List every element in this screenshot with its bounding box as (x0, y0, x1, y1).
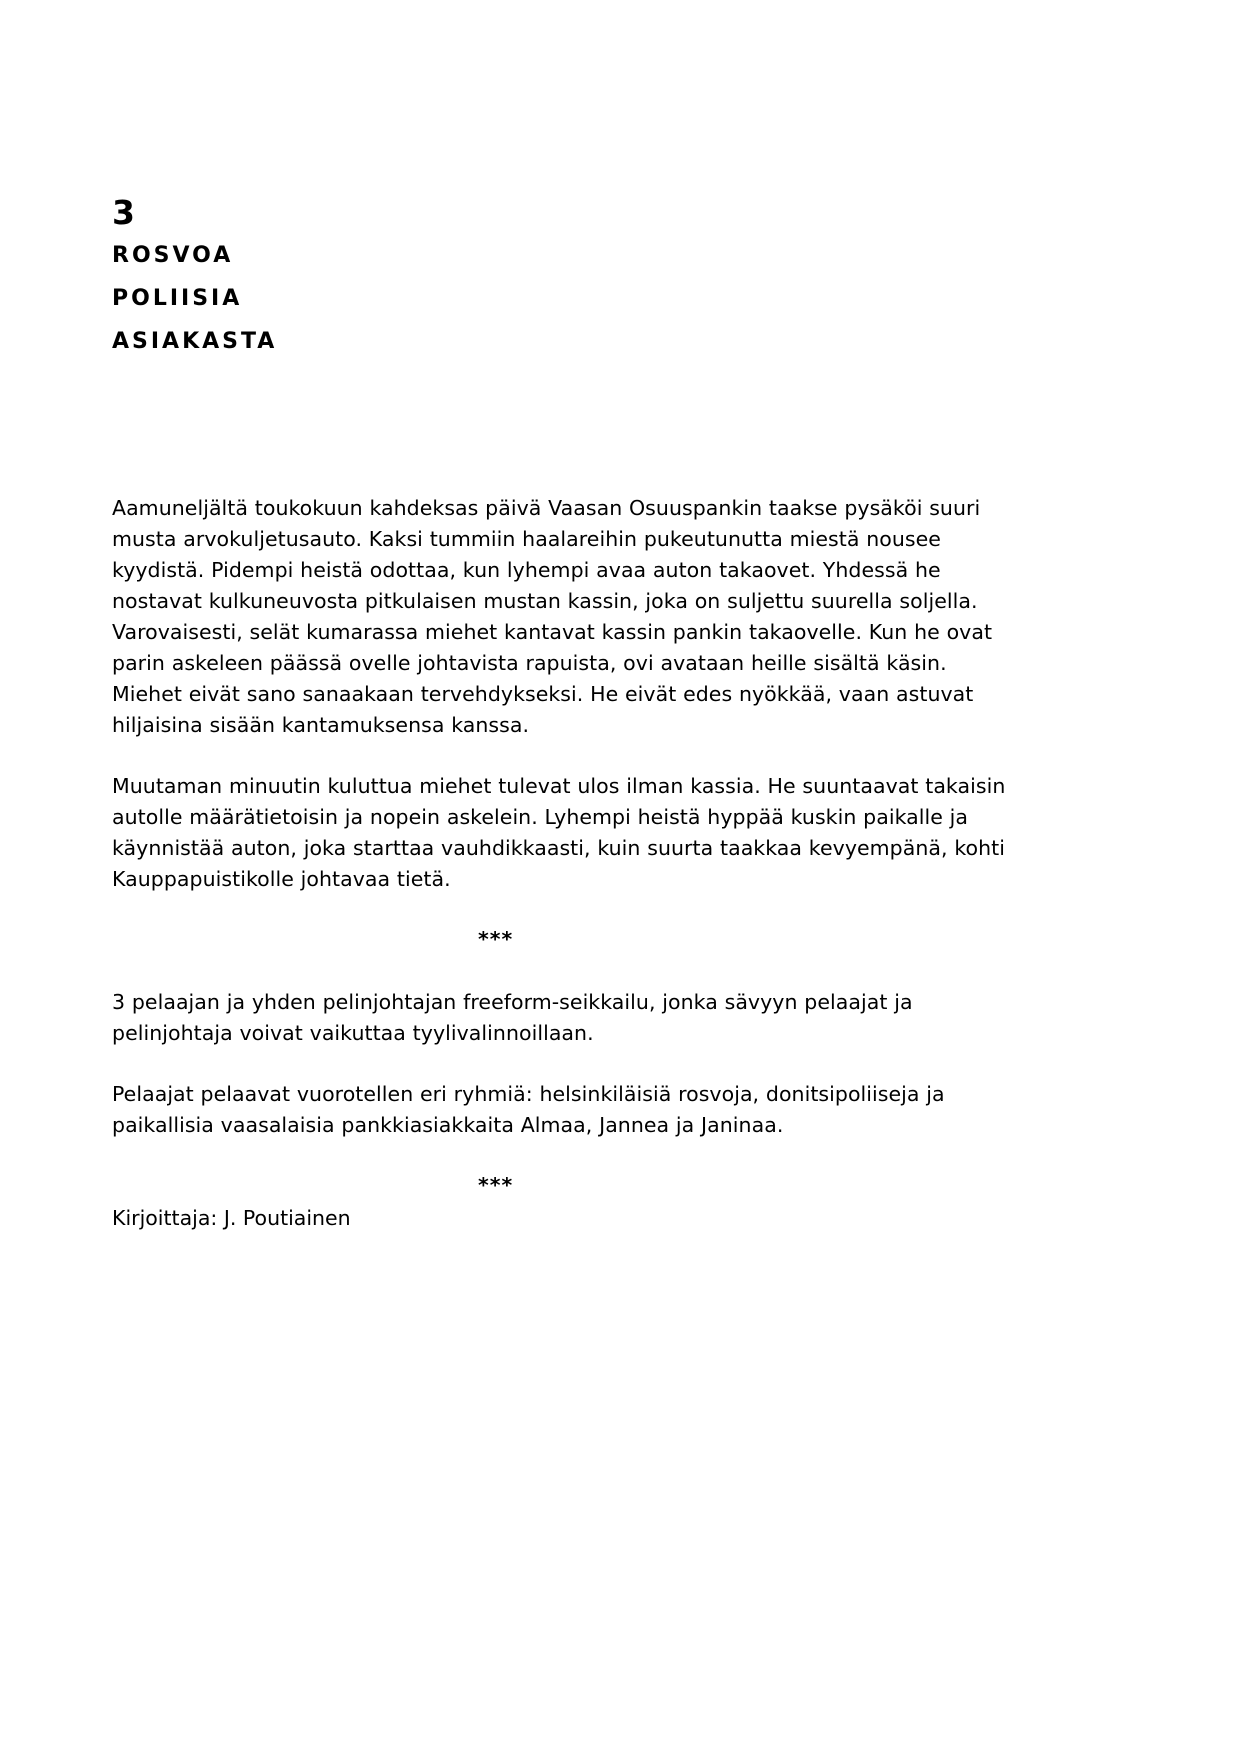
section-separator-1: *** (478, 927, 514, 951)
description-paragraph-2: Pelaajat pelaavat vuorotellen eri ryhmiä: helsinkiläisiä rosvoja, donitsipoliiseja ja paikallisia vaasalaisia pankkiasiakkaita Almaa, Jannea ja Janinaa. (112, 1082, 945, 1137)
title-block (112, 193, 1128, 354)
body-content (112, 493, 1012, 1234)
title-line-2: POLIISIA (112, 286, 243, 311)
narrative-paragraph-1: Aamuneljältä toukokuun kahdeksas päivä Vaasan Osuuspankin taakse pysäköi suuri musta arvokuljetusauto. Kaksi tummiin haalareihin pukeutunutta miestä nousee kyydistä. Pidempi heistä odottaa, kun lyhempi avaa auton takaovet. Yhdessä he nostavat kulkuneuvosta pitkulaisen mustan kassin, joka on suljettu suurella soljella. Varovaisesti, selät kumarassa miehet kantavat kassin pankin takaovelle. Kun he ovat parin askeleen päässä ovelle johtavista rapuista, ovi avataan heille sisältä käsin. Miehet eivät sano sanaakaan tervehdykseksi. He eivät edes nyökkää, vaan astuvat hiljaisina sisään kantamuksensa kanssa. (112, 496, 993, 737)
narrative-paragraph-2: Muutaman minuutin kuluttua miehet tulevat ulos ilman kassia. He suuntaavat takaisin autolle määrätietoisin ja nopein askelein. Lyhempi heistä hyppää kuskin paikalle ja käynnistää auton, joka starttaa vauhdikkaasti, kuin suurta taakkaa kevyempänä, kohti Kauppapuistikolle johtavaa tietä. (112, 774, 1006, 891)
title-line-1: ROSVOA (112, 243, 234, 268)
description-paragraph-1: 3 pelaajan ja yhden pelinjohtajan freeform-seikkailu, jonka sävyyn pelaajat ja pelinjohtaja voivat vaikuttaa tyylivalinnoillaan. (112, 990, 913, 1045)
chapter-number: 3 (112, 193, 136, 232)
author-byline: Kirjoittaja: J. Poutiainen (112, 1206, 351, 1230)
section-separator-2: *** (478, 1173, 514, 1197)
title-line-3: ASIAKASTA (112, 329, 278, 354)
